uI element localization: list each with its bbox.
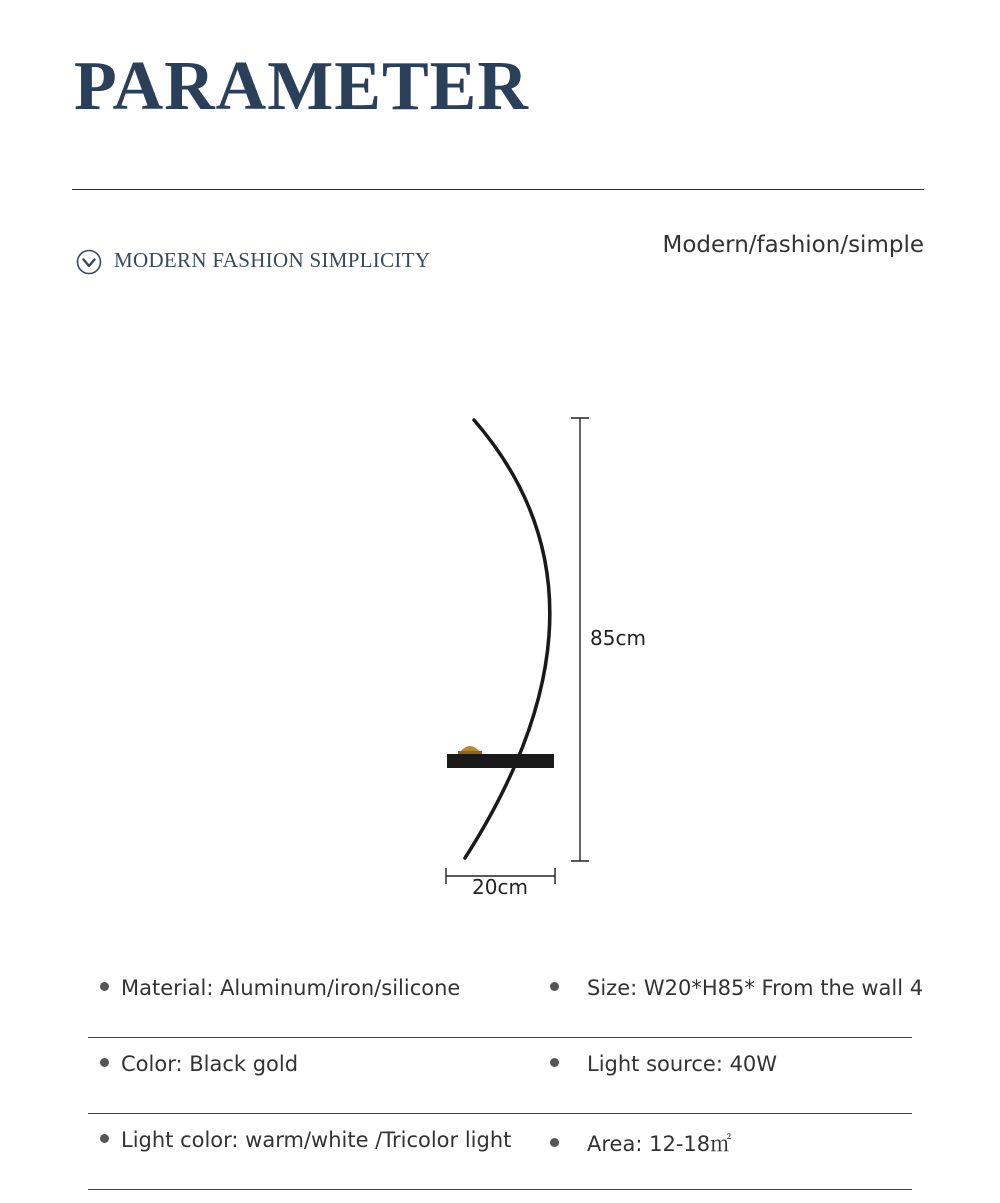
bullet-icon	[100, 982, 109, 991]
lamp-shelf	[447, 754, 554, 768]
bullet-icon	[100, 1058, 109, 1067]
top-divider	[72, 189, 924, 190]
spec-row	[88, 962, 924, 1038]
spec-row	[88, 1038, 912, 1114]
spec-row	[88, 1114, 912, 1190]
bullet-icon	[100, 1134, 109, 1143]
spec-item: Light source: 40W	[550, 1052, 777, 1076]
page-title: PARAMETER	[74, 48, 529, 125]
height-label: 85cm	[590, 626, 646, 650]
section-subtitle: MODERN FASHION SIMPLICITY	[114, 248, 431, 272]
spec-table	[88, 962, 924, 1190]
lamp-dimension-diagram	[400, 400, 700, 920]
spec-item: Size: W20*H85* From the wall 4	[550, 976, 923, 1000]
chevron-down-circle-icon	[76, 249, 102, 275]
spec-item: Material: Aluminum/iron/silicone	[100, 976, 460, 1000]
lamp-arc	[465, 420, 550, 858]
spec-item: Area: 12-18㎡	[550, 1128, 731, 1158]
spec-item: Light color: warm/white /Tricolor light	[100, 1128, 511, 1152]
spec-item: Color: Black gold	[100, 1052, 298, 1076]
style-tagline: Modern/fashion/simple	[662, 232, 924, 258]
bullet-icon	[550, 982, 559, 991]
bullet-icon	[550, 1138, 559, 1147]
bullet-icon	[550, 1058, 559, 1067]
width-label: 20cm	[472, 875, 528, 899]
